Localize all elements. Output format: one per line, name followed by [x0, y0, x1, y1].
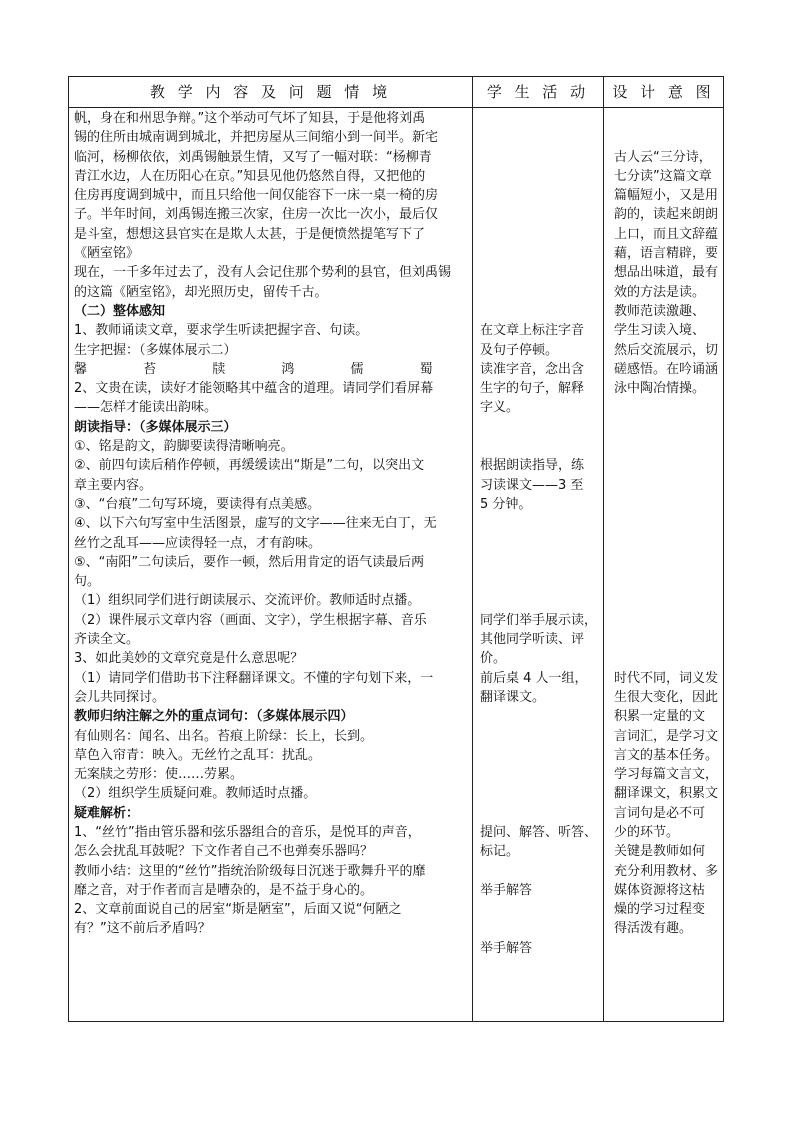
intent-line: 学习每篇文言文， [614, 767, 719, 783]
text-line: 锡的住所由城南调到城北，并把房屋从三间缩小到一间半。新宅 [74, 130, 439, 146]
text-line: 1、“丝竹”指由管乐器和弦乐器组合的音乐，是悦耳的声音， [74, 824, 421, 840]
text-line: 子。半年时间，刘禹锡连搬三次家，住房一次比一次小，最后仅 [74, 207, 439, 223]
activity-line: 价。 [480, 651, 507, 667]
column-divider [603, 77, 604, 1021]
text-line: 2、文章前面说自己的居室“斯是陋室”，后面又说“何陋之 [74, 902, 402, 918]
section-heading: 朗读指导：（多媒体展示三） [74, 419, 237, 435]
intent-line: 关键是教师如何 [614, 844, 706, 860]
text-line: 有？”这不前后矛盾吗？ [74, 921, 211, 937]
intent-line: 古人云“三分诗， [614, 149, 712, 165]
text-line: （1）组织同学们进行朗读展示、交流评价。教师适时点播。 [74, 593, 421, 609]
activity-line: 同学们举手展示读， [480, 612, 598, 628]
student-activity-column [480, 109, 598, 958]
intent-line: 少的环节。 [614, 824, 680, 840]
intent-line: 时代不同，词义发 [614, 670, 719, 686]
intent-line: 然后交流展示，切 [614, 342, 719, 358]
text-line: 的这篇《陋室铭》，却光照历史，留传千古。 [74, 284, 328, 300]
header-divider [69, 107, 723, 108]
activity-line: 举手解答 [480, 940, 533, 956]
lesson-plan-table [68, 76, 724, 1022]
text-line: （2）组织学生质疑问难。教师适时点播。 [74, 786, 317, 802]
activity-line: 举手解答 [480, 882, 533, 898]
activity-line: 根据朗读指导，练 [480, 458, 585, 474]
activity-line: 其他同学听读、评 [480, 632, 585, 648]
text-line: 《陋室铭》 [74, 246, 140, 262]
text-line: 无案牍之劳形：使……劳累。 [74, 767, 244, 783]
intent-line: 积累一定量的文 [614, 709, 706, 725]
text-line: 现在，一千多年过去了，没有人会记住那个势利的县官，但刘禹锡 [74, 265, 452, 281]
activity-line: 生字的句子，解释 [480, 381, 585, 397]
intent-line: 教师范读激趣、 [614, 303, 706, 319]
intent-line: 篇幅短小，又是用 [614, 188, 719, 204]
header-teaching-content: 教 学 内 容 及 问 题 情 境 [149, 83, 392, 101]
text-line: ②、前四句读后稍作停顿，再缓缓读出“斯是”二句，以突出文 [74, 458, 425, 474]
text-line: 2、文贵在读，读好才能领略其中蕴含的道理。请同学们看屏幕 [74, 381, 434, 397]
activity-line: 在文章上标注字音 [480, 323, 585, 339]
activity-line: 字义。 [480, 400, 520, 416]
text-line: 帆，身在和州思争辩。”这个举动可气坏了知县，于是他将刘禹 [74, 111, 426, 126]
text-line: 生字把握：（多媒体展示二） [74, 342, 237, 358]
activity-line: 提问、解答、听答、 [480, 824, 598, 840]
intent-line: 磋感悟。在吟诵涵 [614, 361, 719, 377]
section-heading: （二）整体感知 [74, 303, 166, 319]
text-line: ③、“台痕”二句写环境，要读得有点美感。 [74, 496, 321, 512]
intent-line: 七分读”这篇文章 [614, 168, 712, 184]
intent-line: 言文的基本任务。 [614, 747, 719, 763]
intent-line: 学生习读入境、 [614, 323, 706, 339]
text-line: （2）课件展示文章内容（画面、文字），学生根据字幕、音乐 [74, 612, 427, 628]
new-characters: 馨 苔 牍 鸿 儒 蜀 [74, 361, 459, 377]
header-design-intent: 设 计 意 图 [612, 83, 715, 101]
activity-line: 翻译课文。 [480, 689, 546, 705]
intent-line: 泳中陶冶情操。 [614, 381, 706, 397]
section-heading: 疑难解析： [74, 805, 140, 821]
activity-line: 及句子停顿。 [480, 342, 559, 358]
text-line: 会儿共同探讨。 [74, 689, 166, 705]
intent-line: 生很大变化，因此 [614, 689, 719, 705]
text-line: ①、铭是韵文，韵脚要读得清晰响亮。 [74, 439, 294, 455]
activity-line: 标记。 [480, 844, 520, 860]
intent-line: 效的方法是读。 [614, 284, 706, 300]
text-line: ⑤、“南阳”二句读后，要作一顿，然后用肯定的语气读最后两 [74, 554, 425, 570]
activity-line: 5 分钟。 [480, 496, 532, 512]
text-line: 齐读全文。 [74, 632, 140, 648]
column-divider [472, 77, 473, 1021]
intent-line: 充分利用教材、多 [614, 863, 719, 879]
intent-line: 想品出味道，最有 [614, 265, 719, 281]
intent-line: 媒体资源将这枯 [614, 882, 706, 898]
text-line: 句。 [74, 574, 101, 590]
intent-line: 言词句是必不可 [614, 805, 706, 821]
text-line: （1）请同学们借助书下注释翻译课文。不懂的字句划下来，一 [74, 670, 434, 686]
text-line: 怎么会扰乱耳鼓呢？下文作者自己不也弹奏乐器吗？ [74, 844, 374, 860]
text-line: 3、如此美妙的文章究竟是什么意思呢？ [74, 651, 304, 667]
text-line: 教师小结：这里的“丝竹”指统治阶级每日沉迷于歌舞升平的靡 [74, 863, 426, 879]
activity-line: 前后桌 4 人一组， [480, 670, 588, 686]
intent-line: 韵的，读起来朗朗 [614, 207, 719, 223]
intent-line: 藉，语言精辟，要 [614, 246, 719, 262]
text-line: 有仙则名：闻名、出名。苔痕上阶绿：长上，长到。 [74, 728, 374, 744]
intent-line: 翻译课文，积累文 [614, 786, 719, 802]
intent-line: 燥的学习过程变 [614, 902, 706, 918]
teaching-content-column [74, 109, 470, 939]
text-line: 住房再度调到城中，而且只给他一间仅能容下一床一桌一椅的房 [74, 188, 439, 204]
activity-line: 习读课文——3 至 [480, 477, 584, 493]
intent-line: 得活泼有趣。 [614, 921, 693, 937]
header-student-activity: 学 生 活 动 [486, 83, 590, 101]
text-line: 是斗室，想想这县官实在是欺人太甚，于是便愤然提笔写下了 [74, 226, 426, 242]
text-line: 丝竹之乱耳——应读得轻一点，才有韵味。 [74, 535, 322, 551]
text-line: ——怎样才能读出韵味。 [74, 400, 218, 416]
text-line: ④、以下六句写室中生活图景，虚写的文字——往来无白丁，无 [74, 516, 437, 532]
intent-line: 言词汇，是学习文 [614, 728, 719, 744]
text-line: 青江水边，人在历阳心在京。”知县见他仍悠然自得，又把他的 [74, 168, 426, 184]
text-line: 靡之音，对于作者而言是嘈杂的，是不益于身心的。 [74, 882, 374, 898]
activity-line: 读准字音，念出含 [480, 361, 585, 377]
text-line: 1、教师诵读文章，要求学生听读把握字音、句读。 [74, 323, 369, 339]
text-line: 草色入帘青：映入。无丝竹之乱耳：扰乱。 [74, 747, 322, 763]
section-heading: 教师归纳注解之外的重点词句：（多媒体展示四） [74, 709, 354, 725]
intent-line: 上口，而且文辞蕴 [614, 226, 719, 242]
text-line: 临河，杨柳依依，刘禹锡触景生情，又写了一幅对联：“杨柳青 [74, 149, 432, 165]
text-line: 章主要内容。 [74, 477, 153, 493]
design-intent-column [614, 109, 720, 939]
